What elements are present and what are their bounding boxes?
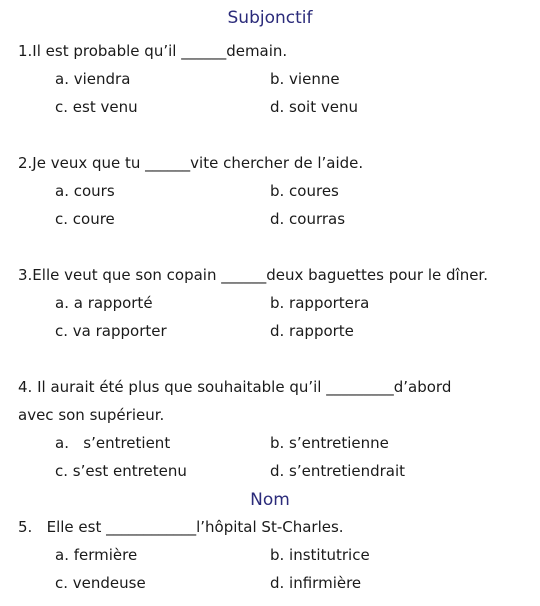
question-4-option-c: c. s’est entretenu [55, 462, 187, 480]
question-4-stem-continuation: avec son supérieur. [18, 406, 165, 424]
question-2-option-c: c. coure [55, 210, 115, 228]
question-2-option-a: a. cours [55, 182, 115, 200]
question-1-option-d: d. soit venu [270, 98, 358, 116]
question-1-option-c: c. est venu [55, 98, 138, 116]
question-1-stem: 1.Il est probable qu’il ______demain. [18, 42, 288, 60]
question-2-stem: 2.Je veux que tu ______vite chercher de l’aide. [18, 154, 364, 172]
question-1-option-b: b. vienne [270, 70, 340, 88]
question-5-option-d: d. infirmière [270, 574, 362, 592]
question-3-option-c: c. va rapporter [55, 322, 167, 340]
question-1-option-a: a. viendra [55, 70, 131, 88]
question-2-option-d: d. courras [270, 210, 346, 228]
question-4-option-b: b. s’entretienne [270, 434, 389, 452]
question-5-option-a: a. fermière [55, 546, 138, 564]
question-4-option-a: a. s’entretient [55, 434, 171, 452]
question-4-stem: 4. Il aurait été plus que souhaitable qu’il _________d’abord [18, 378, 452, 396]
question-3-stem: 3.Elle veut que son copain ______deux baguettes pour le dîner. [18, 266, 488, 284]
question-3-option-b: b. rapportera [270, 294, 370, 312]
question-5-option-b: b. institutrice [270, 546, 370, 564]
question-2-option-b: b. coures [270, 182, 339, 200]
question-3-option-a: a. a rapporté [55, 294, 153, 312]
question-3-option-d: d. rapporte [270, 322, 354, 340]
section-title-subjonctif: Subjonctif [227, 8, 313, 28]
section-title-nom: Nom [250, 490, 290, 510]
question-5-option-c: c. vendeuse [55, 574, 146, 592]
question-5-stem: 5. Elle est ____________l’hôpital St-Charles. [18, 518, 344, 536]
question-4-option-d: d. s’entretiendrait [270, 462, 406, 480]
